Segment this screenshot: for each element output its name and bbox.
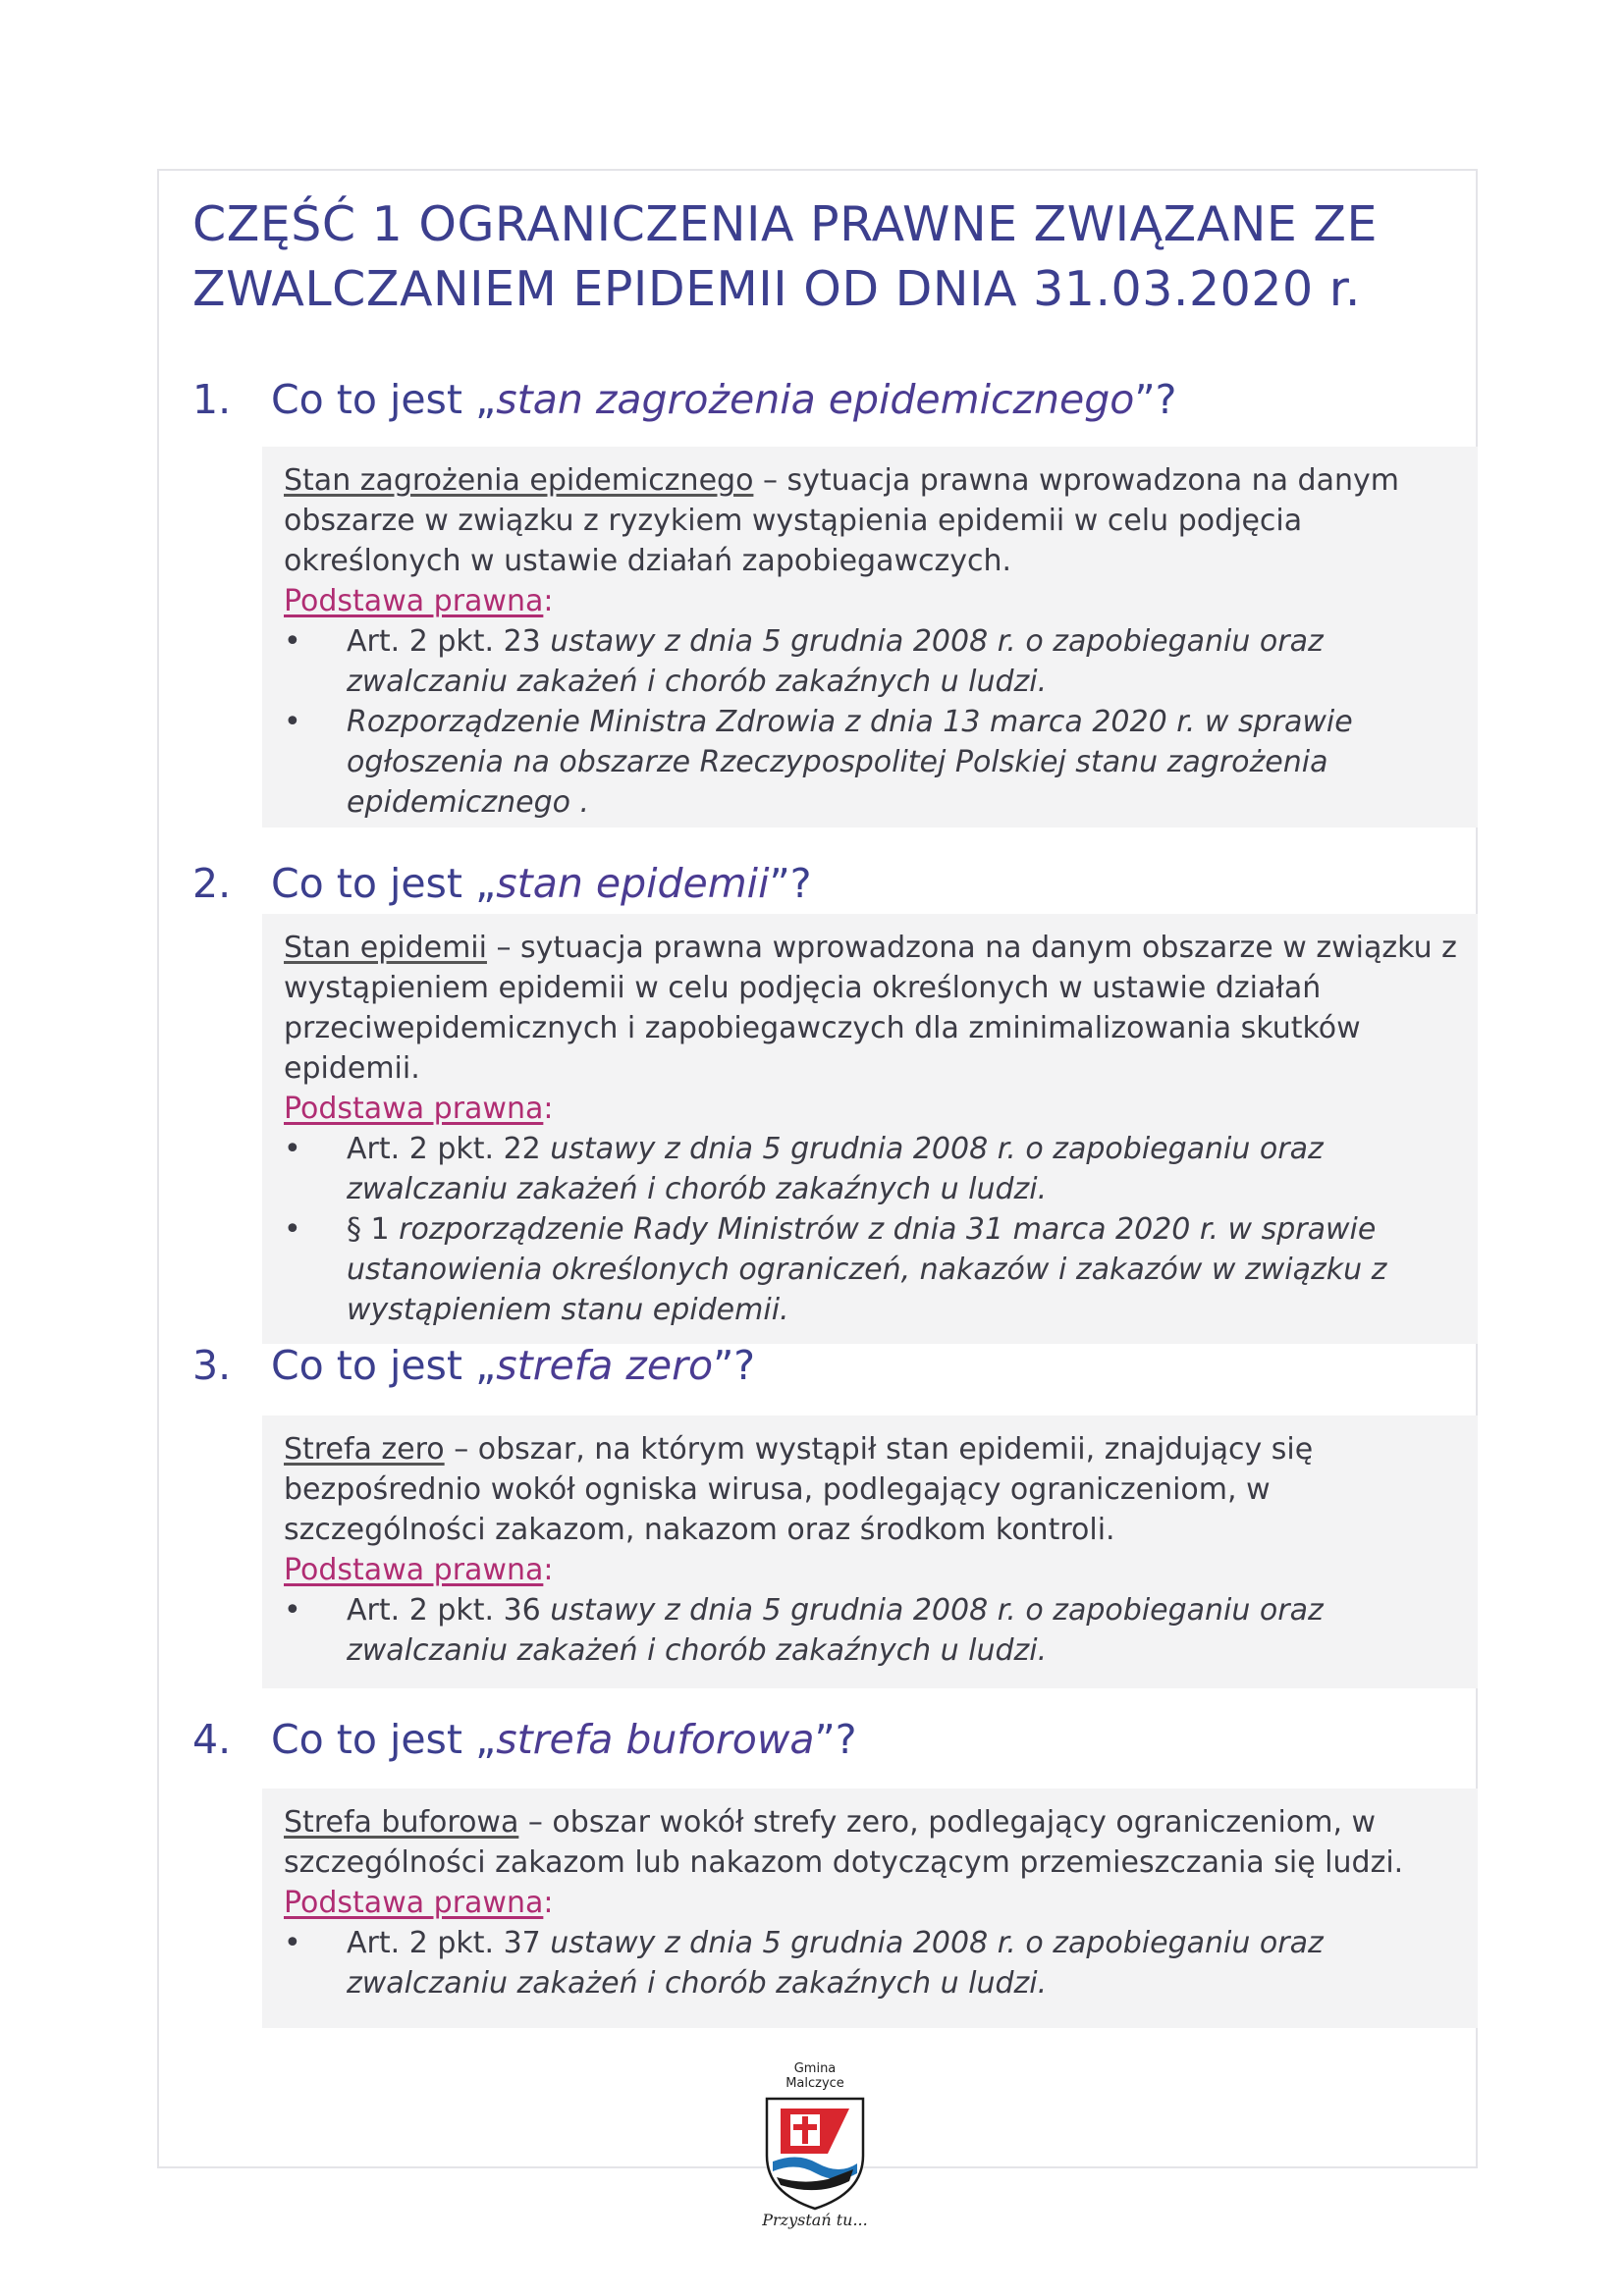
question-number: 4. bbox=[192, 1716, 232, 1763]
legal-basis-heading: Podstawa prawna: bbox=[284, 1553, 554, 1587]
list-item: • Art. 2 pkt. 23 ustawy z dnia 5 grudnia 2008 r. o zapobieganiu oraz zwalczaniu zakażeń i chorób zakaźnych u ludzi. bbox=[284, 621, 1458, 702]
bullet: • bbox=[284, 1132, 301, 1166]
definition-text: – obszar, na którym wystąpił stan epidemii, znajdujący się bezpośrednio wokół ogniska wirusa, podlegający ograniczeniom, w szczególności zakazom, nakazom oraz środkom kontroli. bbox=[284, 1432, 1314, 1547]
question-prefix: Co to jest „ bbox=[271, 1342, 497, 1389]
legal-basis-list bbox=[284, 621, 1458, 823]
bullet: • bbox=[284, 1593, 301, 1628]
bullet: • bbox=[284, 1926, 301, 1960]
list-item: • Rozporządzenie Ministra Zdrowia z dnia 13 marca 2020 r. w sprawie ogłoszenia na obszarze Rzeczypospolitej Polskiej stanu zagrożenia epidemicznego . bbox=[284, 702, 1458, 823]
question-4 bbox=[192, 1715, 857, 1764]
bullet: • bbox=[284, 705, 301, 739]
question-number: 1. bbox=[192, 376, 232, 423]
definition-box-2 bbox=[262, 914, 1478, 1344]
list-item: • § 1 rozporządzenie Rady Ministrów z dnia 31 marca 2020 r. w sprawie ustanowienia określonych ograniczeń, nakazów i zakazów w związku z wystąpieniem stanu epidemii. bbox=[284, 1209, 1462, 1330]
definition-term: Strefa zero bbox=[284, 1432, 445, 1467]
question-term: stan zagrożenia epidemicznego bbox=[496, 376, 1135, 423]
question-suffix: ”? bbox=[1134, 376, 1177, 423]
legal-basis-list bbox=[284, 1129, 1462, 1330]
definition bbox=[284, 928, 1462, 1089]
question-1 bbox=[192, 375, 1176, 424]
legal-basis-heading: Podstawa prawna: bbox=[284, 1092, 554, 1126]
logo-line2: Malczyce bbox=[785, 2076, 844, 2091]
definition bbox=[284, 1429, 1419, 1550]
definition-box-3 bbox=[262, 1415, 1478, 1688]
question-number: 3. bbox=[192, 1342, 232, 1389]
question-term: strefa zero bbox=[496, 1342, 714, 1389]
definition-term: Stan epidemii bbox=[284, 931, 487, 965]
coat-of-arms-icon bbox=[759, 2095, 871, 2213]
definition-term: Stan zagrożenia epidemicznego bbox=[284, 463, 754, 498]
definition bbox=[284, 1802, 1464, 1883]
question-3 bbox=[192, 1341, 755, 1390]
definition-term: Strefa buforowa bbox=[284, 1805, 519, 1840]
question-suffix: ”? bbox=[814, 1716, 857, 1763]
list-item: • Art. 2 pkt. 37 ustawy z dnia 5 grudnia 2008 r. o zapobieganiu oraz zwalczaniu zakażeń i chorób zakaźnych u ludzi. bbox=[284, 1923, 1464, 2003]
legal-basis-label: Podstawa prawna bbox=[284, 1092, 544, 1126]
question-suffix: ”? bbox=[769, 860, 812, 907]
question-number: 2. bbox=[192, 860, 232, 907]
definition-box-4 bbox=[262, 1789, 1478, 2028]
list-item: • Art. 2 pkt. 36 ustawy z dnia 5 grudnia 2008 r. o zapobieganiu oraz zwalczaniu zakażeń i chorób zakaźnych u ludzi. bbox=[284, 1590, 1419, 1671]
logo-line1: Gmina bbox=[793, 2061, 837, 2076]
definition-box-1 bbox=[262, 447, 1478, 828]
question-prefix: Co to jest „ bbox=[271, 860, 497, 907]
definition-text: – sytuacja prawna wprowadzona na danym obszarze w związku z wystąpieniem epidemii w celu podjęcia określonych w ustawie działań przeciwepidemicznych i zapobiegawczych dla zminimalizowania skutków epidemii. bbox=[284, 931, 1457, 1086]
list-item: • Art. 2 pkt. 22 ustawy z dnia 5 grudnia 2008 r. o zapobieganiu oraz zwalczaniu zakażeń i chorób zakaźnych u ludzi. bbox=[284, 1129, 1462, 1209]
legal-basis-heading: Podstawa prawna: bbox=[284, 1886, 554, 1920]
page-title: CZĘŚĆ 1 OGRANICZENIA PRAWNE ZWIĄZANE ZE ZWALCZANIEM EPIDEMII OD DNIA 31.03.2020 r. bbox=[192, 196, 1378, 317]
legal-basis-label: Podstawa prawna bbox=[284, 1886, 544, 1920]
legal-basis-list bbox=[284, 1923, 1464, 2003]
legal-basis-label: Podstawa prawna bbox=[284, 584, 544, 618]
question-term: stan epidemii bbox=[496, 860, 770, 907]
question-suffix: ”? bbox=[713, 1342, 756, 1389]
question-2 bbox=[192, 859, 811, 908]
definition-text: – obszar wokół strefy zero, podlegający ograniczeniom, w szczególności zakazom lub nakazom dotyczącym przemieszczania się ludzi. bbox=[284, 1805, 1404, 1880]
question-term: strefa buforowa bbox=[496, 1716, 815, 1763]
legal-basis-heading: Podstawa prawna: bbox=[284, 584, 554, 618]
question-prefix: Co to jest „ bbox=[271, 1716, 497, 1763]
legal-basis-list bbox=[284, 1590, 1419, 1671]
bullet: • bbox=[284, 1212, 301, 1247]
legal-basis-label: Podstawa prawna bbox=[284, 1553, 544, 1587]
definition-text: – sytuacja prawna wprowadzona na danym obszarze w związku z ryzykiem wystąpienia epidemii w celu podjęcia określonych w ustawie działań zapobiegawczych. bbox=[284, 463, 1399, 578]
bullet: • bbox=[284, 624, 301, 659]
definition bbox=[284, 460, 1458, 581]
question-prefix: Co to jest „ bbox=[271, 376, 497, 423]
logo-slogan: Przystań tu... bbox=[762, 2211, 868, 2229]
